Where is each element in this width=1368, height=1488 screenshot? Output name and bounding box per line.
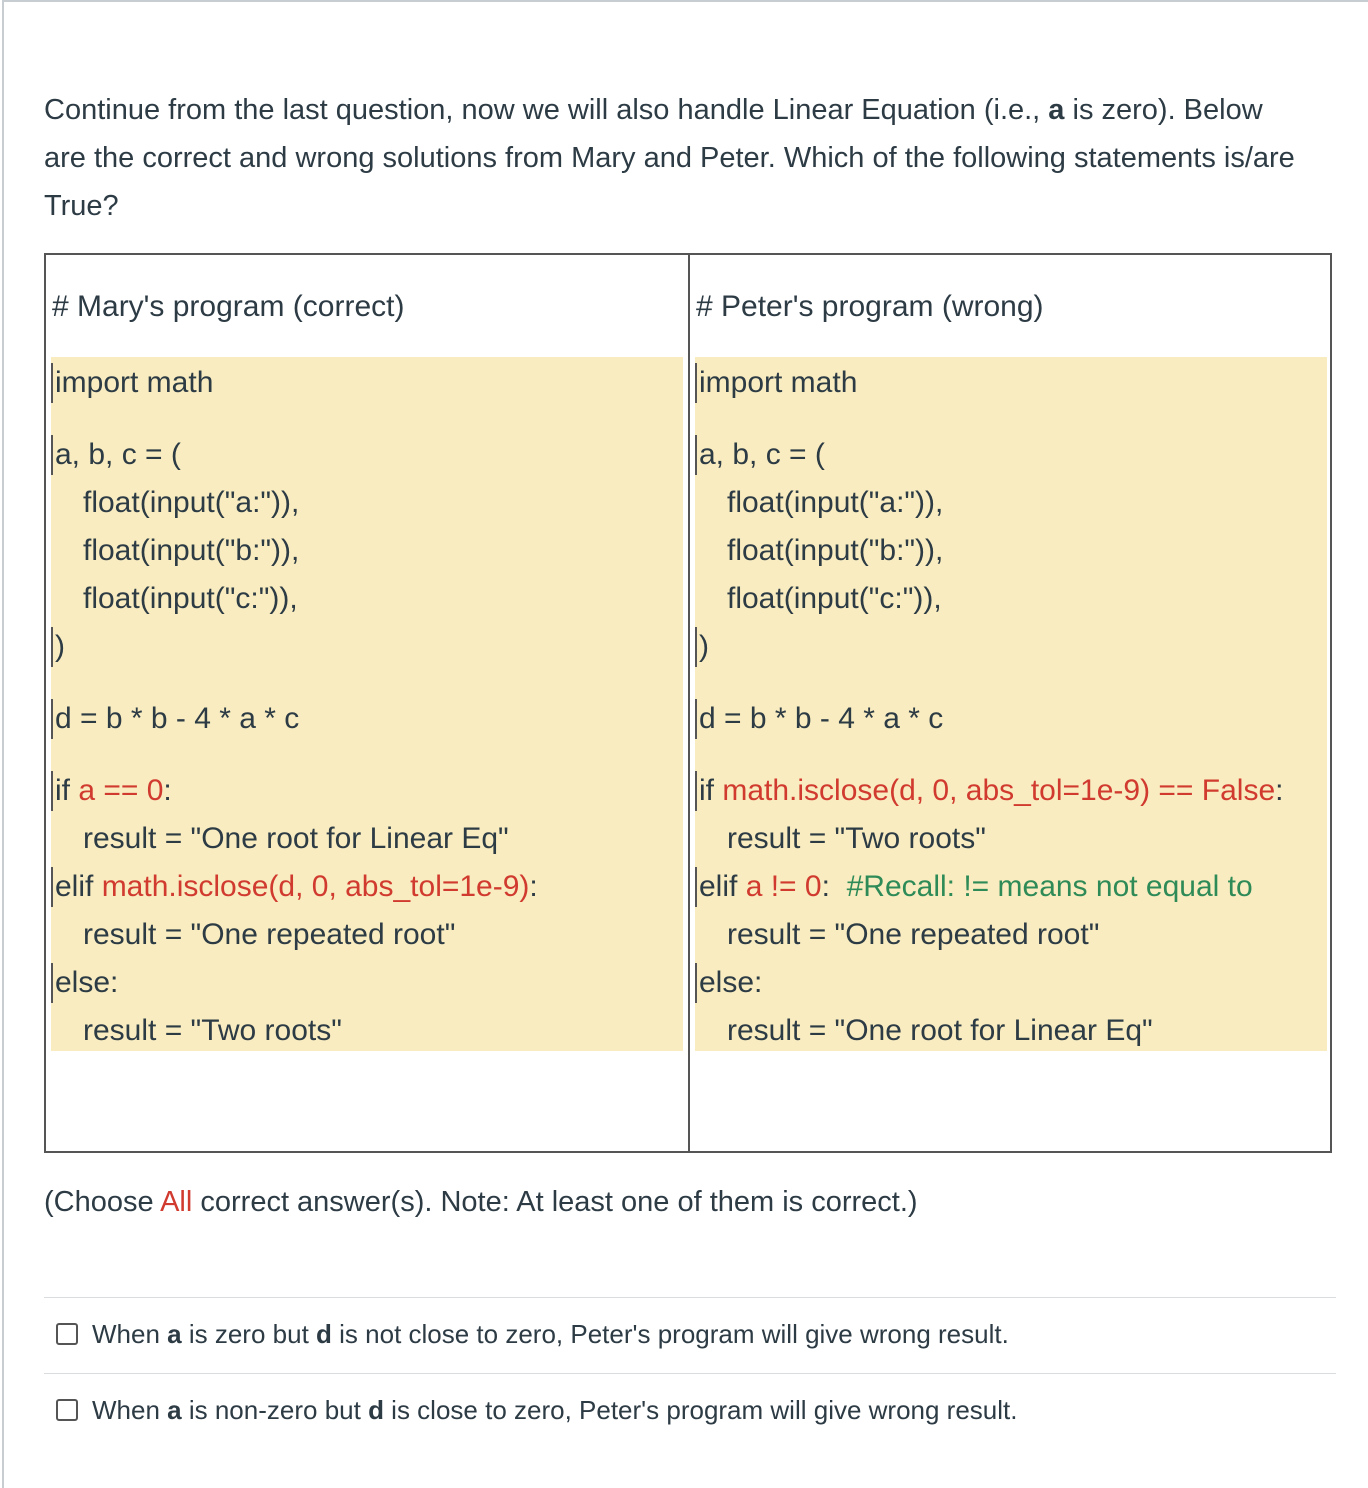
code-line: result = "One repeated root" xyxy=(727,918,1100,951)
code-line: else: xyxy=(695,963,762,1003)
mary-column xyxy=(46,255,688,1151)
code-line: ) xyxy=(695,627,709,667)
code-line: ) xyxy=(51,627,65,667)
code-line: d = b * b - 4 * a * c xyxy=(51,699,299,739)
code-line: if a == 0: xyxy=(51,771,172,811)
code-line: else: xyxy=(51,963,118,1003)
option-2-label: When a is non-zero but d is close to zero, Peter's program will give wrong result. xyxy=(92,1395,1018,1425)
code-line: result = "One root for Linear Eq" xyxy=(83,822,509,855)
code-line: result = "One repeated root" xyxy=(83,918,456,951)
code-line: float(input("b:")), xyxy=(727,534,944,567)
peter-header: # Peter's program (wrong) xyxy=(696,290,1044,323)
code-line: float(input("b:")), xyxy=(83,534,300,567)
peter-code-block xyxy=(695,357,1327,1051)
option-divider xyxy=(44,1373,1336,1374)
answer-option-1[interactable] xyxy=(56,1316,1009,1352)
option-2-checkbox[interactable] xyxy=(56,1399,78,1421)
code-line: d = b * b - 4 * a * c xyxy=(695,699,943,739)
code-line: float(input("c:")), xyxy=(83,582,298,615)
question-text: Continue from the last question, now we will also handle Linear Equation (i.e., a is zero). Below are the correct and wrong solutions from Mary and Peter. Which of the following statements is/are True? xyxy=(44,94,1295,222)
answer-option-2[interactable] xyxy=(56,1392,1018,1428)
code-line: elif a != 0: #Recall: != means not equal to xyxy=(695,867,1253,907)
option-1-checkbox[interactable] xyxy=(56,1323,78,1345)
code-line: if math.isclose(d, 0, abs_tol=1e-9) == False: xyxy=(695,771,1283,811)
code-line: elif math.isclose(d, 0, abs_tol=1e-9): xyxy=(51,867,538,907)
option-1-label: When a is zero but d is not close to zero, Peter's program will give wrong result. xyxy=(92,1319,1009,1349)
code-line: import math xyxy=(695,363,857,403)
code-line: a, b, c = ( xyxy=(51,435,181,475)
code-line: result = "One root for Linear Eq" xyxy=(727,1014,1153,1047)
mary-code-block xyxy=(51,357,683,1051)
code-line: result = "Two roots" xyxy=(83,1014,342,1047)
peter-column xyxy=(688,255,1330,1151)
code-line: float(input("c:")), xyxy=(727,582,942,615)
code-line: result = "Two roots" xyxy=(727,822,986,855)
code-comparison-table xyxy=(44,253,1332,1153)
option-divider xyxy=(44,1297,1336,1298)
mary-header: # Mary's program (correct) xyxy=(52,290,405,323)
code-line: float(input("a:")), xyxy=(727,486,944,519)
code-line: import math xyxy=(51,363,213,403)
answer-instruction: (Choose All correct answer(s). Note: At least one of them is correct.) xyxy=(44,1186,918,1218)
code-line: float(input("a:")), xyxy=(83,486,300,519)
code-line: a, b, c = ( xyxy=(695,435,825,475)
